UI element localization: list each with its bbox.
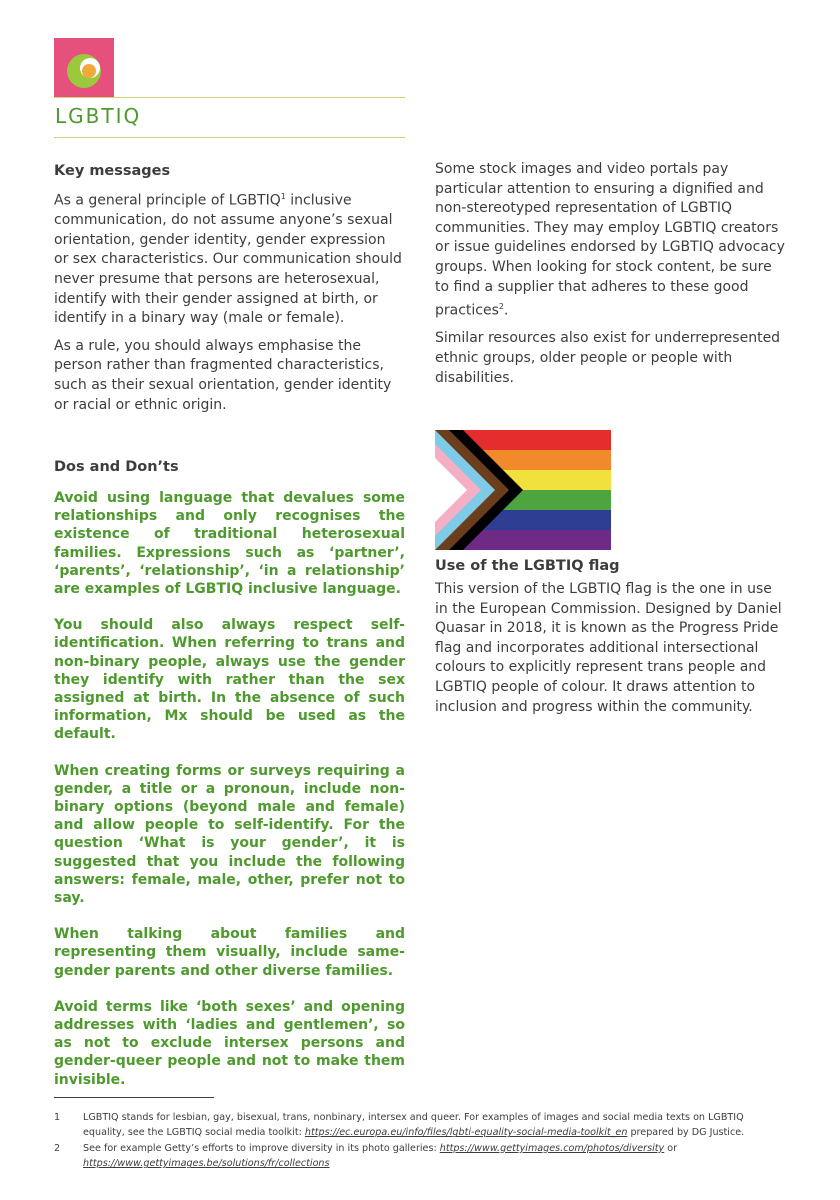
dos-donts-block (54, 459, 405, 1107)
key-messages-paragraph-2: As a rule, you should always emphasise the person rather than fragmented characteristics, such as their sexual orientation, gender identity or racial or ethnic origin. (54, 337, 392, 413)
key-messages-heading: Key messages (54, 163, 171, 179)
flag-block (435, 558, 786, 725)
dos-item: Avoid using language that devalues some relationships and only recognises the existence of traditional heterosexual families. Expressions such as ‘partner’, ‘parents’, ‘relationship’, ‘in a relationship’ are examples of LGBTIQ inclusive language. (54, 490, 405, 598)
dos-item: When creating forms or surveys requiring a gender, a title or a pronoun, include non-binary options (beyond male and female) and allow people to self-identify. For the question ‘What is your gender’, it is suggested that you include the following answers: female, male, other, prefer not to say. (54, 762, 405, 907)
footnote-number: 2 (54, 1142, 61, 1154)
header-rule-top (54, 97, 405, 98)
flag-description: This version of the LGBTIQ flag is the one in use in the European Commission. Designed by Daniel Quasar in 2018, it is known as the Progress Pride flag and incorporates additional intersectional colours to explicitly represent trans people and LGBTIQ people of colour. It draws attention to inclusion and progress within the community. (435, 581, 782, 715)
inclusion-logo-icon (54, 38, 114, 98)
dos-donts-heading: Dos and Don’ts (54, 459, 179, 475)
header-rule-bottom (54, 137, 405, 138)
footnote-2 (54, 1141, 784, 1172)
footnote-1 (54, 1110, 784, 1141)
footnote-ref-1[interactable]: 1 (280, 192, 286, 201)
key-messages-paragraph-1: As a general principle of LGBTIQ$^1$ inclusive communication, do not assume anyone’s sexual orientation, gender identity, gender expression or sex characteristics. Our communication should never presume that persons are heterosexual, identify with their gender assigned at birth, or identify in a binary way (male or female). (54, 192, 402, 327)
footnote-link-getty-diversity[interactable]: https://www.gettyimages.com/photos/diversity (439, 1142, 665, 1154)
dos-item: Avoid terms like ‘both sexes’ and opening addresses with ‘ladies and gentlemen’, so as not to exclude intersex persons and gender-queer people and not to make them invisible. (54, 998, 405, 1088)
stock-images-block (435, 160, 786, 396)
footnote-text: See for example Getty’s efforts to improve diversity in its photo galleries: https://www.gettyimages.com/photos/diversity or https://www.gettyimages.be/solutions/fr/collections (83, 1142, 678, 1170)
similar-resources-paragraph: Similar resources also exist for underrepresented ethnic groups, older people or people with disabilities. (435, 330, 781, 386)
progress-pride-flag-icon (435, 430, 611, 550)
stock-images-paragraph: Some stock images and video portals pay particular attention to ensuring a dignified and non-stereotyped representation of LGBTIQ communities. They may employ LGBTIQ creators or issue guidelines endorsed by LGBTIQ advocacy groups. When looking for stock content, be sure to find a supplier that adheres to these good practices$^2$. (435, 161, 785, 319)
flag-caption: Use of the LGBTIQ flag (435, 558, 620, 574)
footnote-divider (54, 1097, 214, 1098)
footnote-link-getty-collections[interactable]: https://www.gettyimages.be/solutions/fr/collections (83, 1158, 330, 1170)
dos-item: You should also always respect self-identification. When referring to trans and non-binary people, always use the gender they identify with rather than the sex assigned at birth. In the absence of such information, Mx should be used as the default. (54, 617, 405, 743)
footnote-link-toolkit[interactable]: https://ec.europa.eu/info/files/lgbti-equality-social-media-toolkit_en (304, 1127, 628, 1139)
section-title: LGBTIQ (55, 104, 142, 128)
footnote-number: 1 (54, 1112, 61, 1123)
dos-item: When talking about families and representing them visually, include same-gender parents and other diverse families. (54, 926, 405, 979)
key-messages-block (54, 163, 404, 423)
footnotes (54, 1110, 784, 1172)
footnote-ref-2[interactable]: 2 (498, 302, 504, 312)
footnote-text: LGBTIQ stands for lesbian, gay, bisexual, trans, nonbinary, intersex and queer. For examples of images and social media texts on LGBTIQ equality, see the LGBTIQ social media toolkit: https://ec.europa.eu/info/files/lgbti-equality-social-media-toolkit_en prepared by DG Justice. (83, 1112, 745, 1139)
